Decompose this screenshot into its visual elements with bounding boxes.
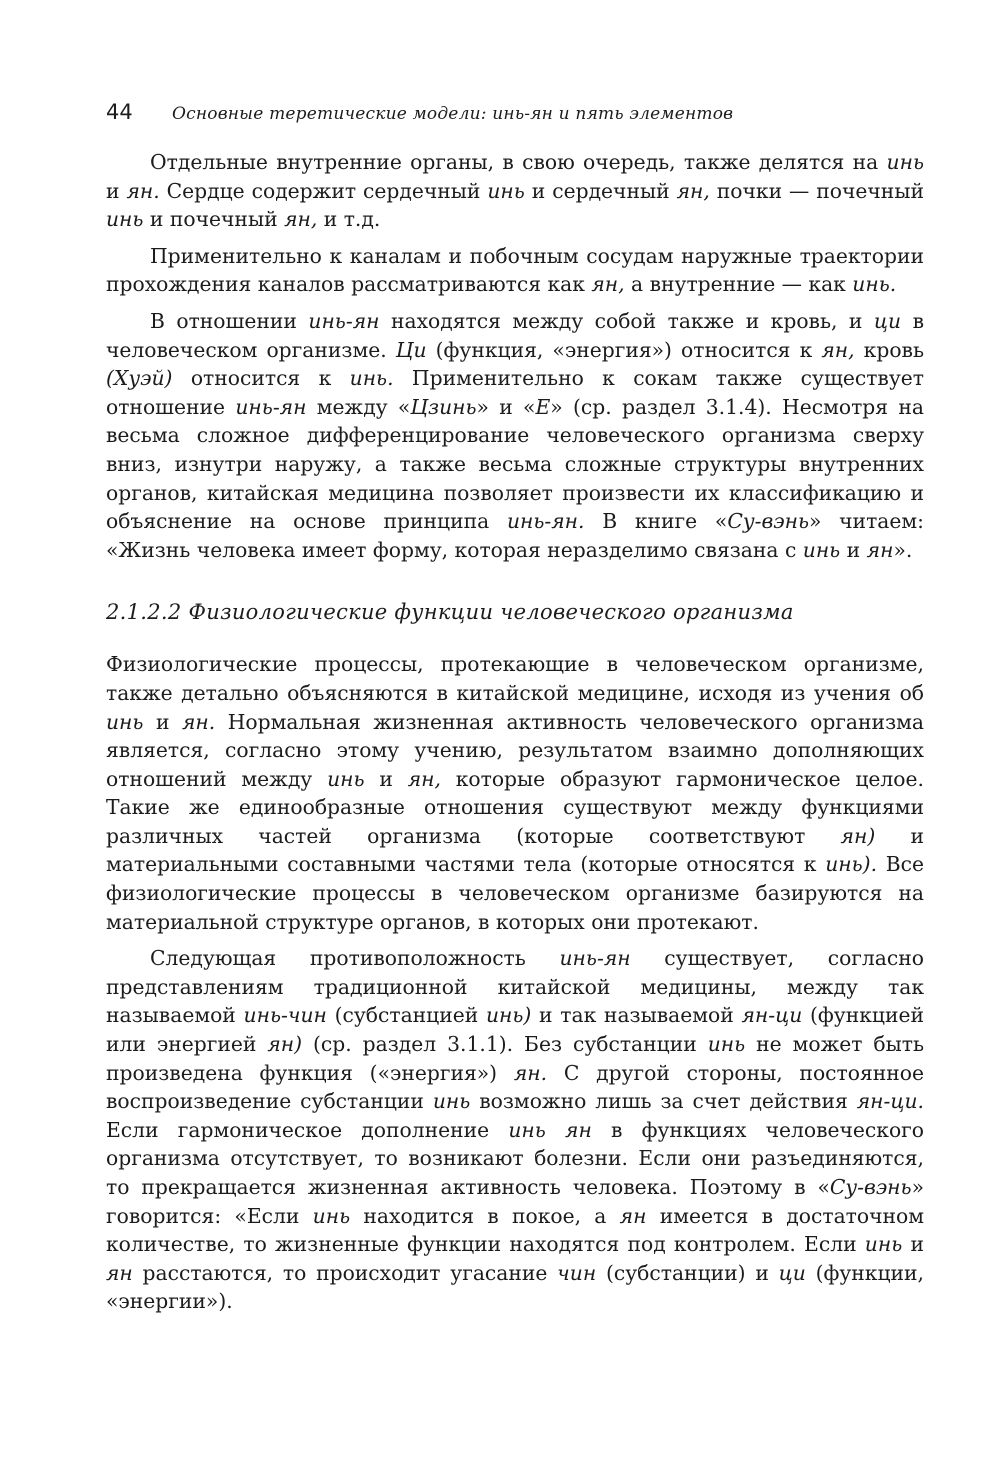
text-run: кровь bbox=[854, 337, 925, 362]
body-paragraph bbox=[106, 650, 924, 936]
italic-term: ян bbox=[619, 1203, 647, 1228]
italic-term: инь bbox=[707, 1032, 746, 1057]
text-run: (ср. раздел 3.1.1). Без субстанции bbox=[302, 1032, 708, 1057]
text-run: и bbox=[143, 709, 182, 734]
text-run: Применительно к каналам и побочным сосудам наружные траектории прохождения каналов рассматриваются как bbox=[106, 243, 924, 297]
text-run: существует, согласно представлениям традиционной китайской медицины, между так называемой bbox=[106, 946, 924, 1028]
text-run: и т.д. bbox=[317, 207, 381, 232]
text-run: и bbox=[840, 537, 867, 562]
italic-term: Цзинь bbox=[410, 394, 477, 419]
text-run: (функции, «энергии»). bbox=[106, 1260, 925, 1314]
text-run: Нормальная жизненная активность человеческого организма является, согласно этому учению, результатом взаимно дополняющих отношений между bbox=[106, 709, 924, 791]
text-run: Применительно к сокам также существует отношение bbox=[106, 366, 924, 419]
text-run: в человеческом организме. bbox=[106, 308, 924, 362]
italic-term: инь-чин bbox=[243, 1003, 327, 1028]
text-run: а внутренние — как bbox=[624, 272, 853, 297]
italic-term: (Хуэй) bbox=[106, 366, 173, 391]
italic-term: инь bbox=[802, 537, 841, 562]
section-heading: 2.1.2.2 Физиологические функции человеческого организма bbox=[106, 600, 794, 625]
running-header-title: Основные теретические модели: инь-ян и пять элементов bbox=[172, 104, 734, 124]
italic-term: инь bbox=[106, 709, 144, 734]
italic-term: ци bbox=[778, 1260, 806, 1285]
italic-term: инь-ян bbox=[235, 394, 307, 419]
italic-term: инь-ян. bbox=[506, 509, 585, 534]
italic-term: ци bbox=[873, 308, 902, 333]
italic-term: инь bbox=[432, 1089, 471, 1114]
running-header bbox=[106, 100, 924, 148]
text-run: (субстанцией bbox=[326, 1003, 486, 1028]
italic-term: инь-ян bbox=[308, 308, 380, 333]
text-run: в функциях человеческого организма отсутствует, то возникают болезни. Если они разъединяются, то прекращается жизненная активность человека. Поэтому в « bbox=[106, 1117, 924, 1199]
italic-term: инь ян bbox=[508, 1117, 592, 1142]
text-run: » читаем: «Жизнь человека имеет форму, которая неразделимо связана с bbox=[106, 509, 924, 562]
italic-term: Ци bbox=[395, 337, 427, 362]
italic-term: ян, bbox=[407, 766, 441, 791]
italic-term: инь) bbox=[485, 1003, 532, 1028]
text-run: В отношении bbox=[150, 308, 309, 333]
italic-term: инь). bbox=[825, 852, 878, 877]
top-paragraphs bbox=[106, 148, 924, 564]
italic-term: ян, bbox=[821, 337, 855, 362]
body-paragraph bbox=[106, 307, 924, 564]
text-run: между « bbox=[306, 394, 411, 419]
italic-term: инь bbox=[106, 207, 144, 232]
body-paragraph bbox=[106, 148, 924, 234]
text-run: и так называемой bbox=[531, 1003, 742, 1028]
text-run: » (ср. раздел 3.1.4). Несмотря на весьма сложное дифференцирование человеческого организма сверху вниз, изнутри наружу, а также весьма сложные структуры внутренних органов, китайская медицина позволяет произвести их классификацию и объяснение на основе принципа bbox=[106, 394, 924, 534]
italic-term: инь bbox=[886, 150, 924, 174]
text-run: почки — почечный bbox=[709, 178, 924, 203]
text-run: ». bbox=[893, 537, 913, 562]
text-run: (функция, «энергия») относится к bbox=[426, 337, 822, 362]
italic-term: ян bbox=[106, 1260, 133, 1285]
text-run: Физиологические процессы, протекающие в человеческом организме, также детально объясняются в китайской медицине, исходя из учения об bbox=[106, 652, 924, 705]
italic-term: ян. bbox=[513, 1060, 548, 1085]
italic-term: ян-ци bbox=[741, 1003, 803, 1028]
text-run: и почечный bbox=[143, 207, 285, 232]
text-run: Следующая противоположность bbox=[150, 946, 560, 971]
text-run: и сердечный bbox=[524, 178, 677, 203]
text-run: Отдельные внутренние органы, в свою очередь, также делятся на bbox=[150, 150, 887, 174]
italic-term: ян-ци. bbox=[856, 1089, 924, 1114]
text-run: Все физиологические процессы в человеческом организме базируются на материальной структуре органов, в которых они протекают. bbox=[106, 852, 924, 934]
text-run: (функцией или энергией bbox=[106, 1003, 925, 1057]
italic-term: инь bbox=[327, 766, 365, 791]
text-run: » говорится: «Если bbox=[106, 1175, 924, 1228]
text-run: и bbox=[902, 1232, 924, 1257]
text-run: Если гармоническое дополнение bbox=[106, 1117, 509, 1142]
text-run: С другой стороны, постоянное воспроизведение субстанции bbox=[106, 1060, 924, 1114]
italic-term: инь-ян bbox=[559, 946, 631, 971]
text-run: В книге « bbox=[584, 509, 728, 534]
text-run: возможно лишь за счет действия bbox=[470, 1089, 857, 1114]
text-run: относится к bbox=[172, 366, 350, 391]
text-run: и bbox=[106, 178, 127, 203]
italic-term: инь bbox=[487, 178, 525, 203]
italic-term: Е bbox=[535, 394, 551, 419]
italic-term: Су-вэнь bbox=[829, 1175, 912, 1199]
text-run: находятся между собой также и кровь, и bbox=[379, 308, 874, 333]
text-run: (субстанции) и bbox=[596, 1260, 779, 1285]
text-run: Сердце содержит сердечный bbox=[159, 178, 488, 203]
italic-term: инь bbox=[864, 1232, 903, 1257]
italic-term: инь. bbox=[349, 366, 394, 391]
italic-term: Су-вэнь bbox=[727, 509, 810, 534]
italic-term: чин bbox=[557, 1260, 597, 1285]
text-run: не может быть произведена функция («энергия») bbox=[106, 1032, 925, 1085]
bottom-paragraphs bbox=[106, 650, 924, 1316]
italic-term: ян, bbox=[284, 207, 318, 232]
text-run: которые образуют гармоническое целое. Такие же единообразные отношения существуют между функциями различных частей организма (которые соответствуют bbox=[106, 766, 924, 848]
text-run: и bbox=[364, 766, 408, 791]
text-run: находится в покое, а bbox=[350, 1203, 620, 1228]
italic-term: ян) bbox=[840, 823, 876, 848]
italic-term: ян bbox=[866, 537, 894, 562]
italic-term: ян. bbox=[181, 709, 216, 734]
italic-term: ян, bbox=[591, 272, 625, 297]
text-run: расстаются, то происходит угасание bbox=[132, 1260, 558, 1285]
page-number: 44 bbox=[106, 100, 133, 124]
book-page bbox=[106, 100, 924, 1316]
text-run: и материальными составными частями тела (которые относятся к bbox=[106, 823, 924, 877]
italic-term: инь. bbox=[852, 272, 897, 297]
body-paragraph bbox=[106, 944, 924, 1316]
text-run: » и « bbox=[476, 394, 536, 419]
italic-term: ян. bbox=[126, 178, 160, 203]
body-paragraph bbox=[106, 242, 924, 299]
text-run: имеется в достаточном количестве, то жизненные функции находятся под контролем. Если bbox=[106, 1203, 925, 1257]
italic-term: ян, bbox=[676, 178, 710, 203]
italic-term: инь bbox=[312, 1203, 351, 1228]
italic-term: ян) bbox=[267, 1032, 303, 1057]
